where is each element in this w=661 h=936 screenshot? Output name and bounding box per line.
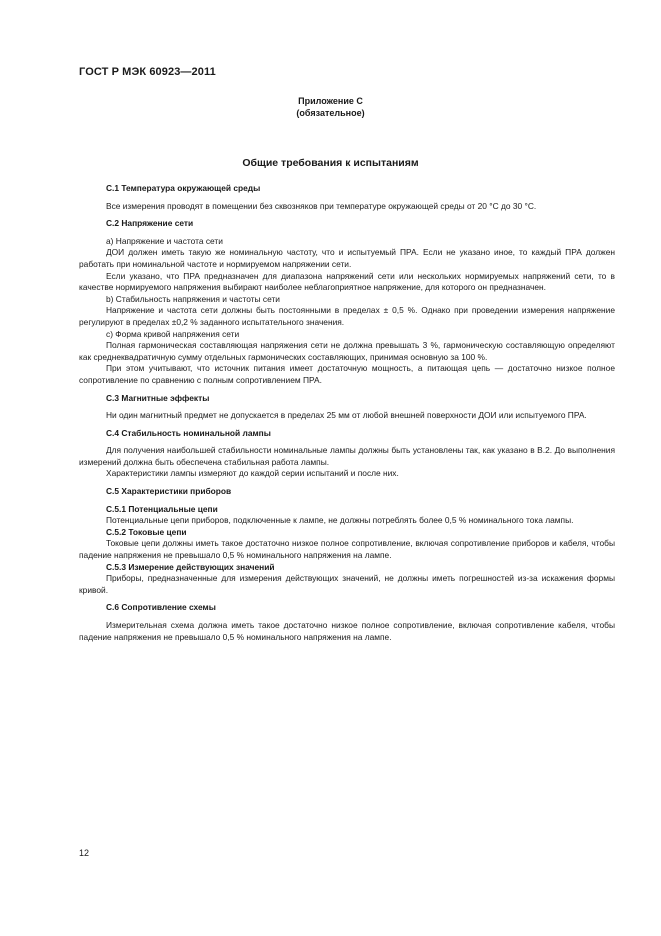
section-heading-c2: С.2 Напряжение сети bbox=[106, 218, 194, 229]
paragraph: Все измерения проводят в помещении без сквозняков при температуре окружающей среды от 20 °С до 30 °С. bbox=[106, 200, 537, 211]
section-heading-c1: С.1 Температура окружающей среды bbox=[106, 183, 261, 193]
subsection-heading-c5-3: С.5.3 Измерение действующих значений bbox=[106, 561, 275, 572]
annex-label: Приложение С bbox=[298, 96, 363, 106]
subsection-heading-c5-2: С.5.2 Токовые цепи bbox=[106, 526, 187, 537]
subsection-heading-c5-1: С.5.1 Потенциальные цепи bbox=[106, 503, 218, 514]
document-header: ГОСТ Р МЭК 60923—2011 bbox=[79, 66, 216, 78]
annex-status: (обязательное) bbox=[296, 108, 365, 118]
paragraph: Для получения наибольшей стабильности номинальные лампы должны быть установлены так, как указано в В.2. До выполнения измерений должна быть обеспечена стабильная работа лампы. bbox=[79, 445, 615, 467]
paragraph: При этом учитывают, что источник питания имеет достаточную мощность, а питающая цепь — достаточно низкое полное сопротивление по сравнению с полным сопротивлением ПРА. bbox=[79, 363, 615, 385]
page-title: Общие требования к испытаниям bbox=[242, 157, 419, 169]
paragraph: Если указано, что ПРА предназначен для диапазона напряжений сети или нескольких нормируемых напряжений сети, то в качестве нормируемого напряжения выбирают наиболее неблагоприятное напряжение, для которого он предназначен. bbox=[79, 270, 615, 293]
paragraph: Токовые цепи должны иметь такое достаточно низкое полное сопротивление, включая сопротивление приборов и кабеля, чтобы падение напряжения не превышало 0,5 % номинального напряжения на лампе. bbox=[79, 538, 615, 561]
page-number: 12 bbox=[79, 848, 90, 858]
paragraph: Полная гармоническая составляющая напряжения сети не должна превышать 3 %, гармоническую составляющую определяют как среднеквадратичную сумму отдельных гармонических составляющих, принимая основную за 100 %. bbox=[79, 340, 615, 362]
section-heading-c3: С.3 Магнитные эффекты bbox=[106, 392, 210, 403]
subsection-title: с) Форма кривой напряжения сети bbox=[106, 328, 240, 339]
document-body bbox=[79, 183, 615, 643]
subsection-title: а) Напряжение и частота сети bbox=[106, 235, 223, 246]
paragraph: Ни один магнитный предмет не допускается в пределах 25 мм от любой внешней поверхности ДОИ или испытуемого ПРА. bbox=[106, 410, 587, 421]
paragraph: Приборы, предназначенные для измерения действующих значений, не должны иметь погрешностей из-за искажения формы кривой. bbox=[79, 573, 615, 595]
section-heading-c4: С.4 Стабильность номинальной лампы bbox=[106, 427, 271, 438]
paragraph: Измерительная схема должна иметь такое достаточно низкое полное сопротивление, включая сопротивление кабеля, чтобы падение напряжения не превышало 0,5 % номинального напряжения на лампе. bbox=[79, 620, 615, 642]
paragraph: Характеристики лампы измеряют до каждой серии испытаний и после них. bbox=[106, 468, 399, 479]
section-heading-c5: С.5 Характеристики приборов bbox=[106, 486, 232, 497]
paragraph: ДОИ должен иметь такую же номинальную частоту, что и испытуемый ПРА. Если не указано иное, то каждый ПРА должен работать при номинальной частоте и нормируемом напряжении сети. bbox=[79, 247, 615, 269]
paragraph: Напряжение и частота сети должны быть постоянными в пределах ± 0,5 %. Однако при проведении измерения напряжение регулируют в пределах ±0,2 % заданного испытательного значения. bbox=[79, 305, 615, 327]
subsection-title: b) Стабильность напряжения и частоты сети bbox=[106, 293, 280, 304]
paragraph: Потенциальные цепи приборов, подключенные к лампе, не должны потреблять более 0,5 % номинального тока лампы. bbox=[106, 515, 574, 526]
section-heading-c6: С.6 Сопротивление схемы bbox=[106, 602, 216, 613]
